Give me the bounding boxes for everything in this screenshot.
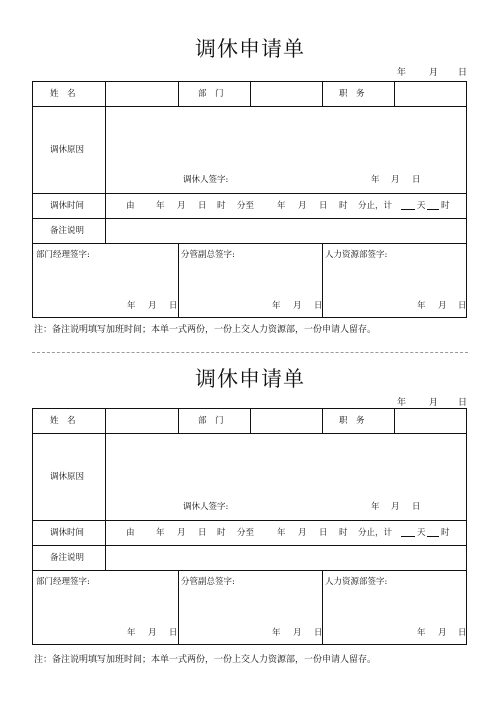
date-month-label: 月 — [429, 68, 439, 78]
column-divider — [250, 82, 251, 106]
dept-manager-sign-label: 部门经理签字: — [36, 250, 90, 260]
sign-date-day: 日 — [169, 628, 178, 638]
dept-manager-sign-label: 部门经理签字: — [36, 577, 90, 587]
reason-field[interactable] — [108, 109, 463, 169]
column-divider — [105, 409, 106, 570]
time-year-1: 年 — [156, 201, 165, 211]
sign-date-year: 年 — [127, 301, 136, 311]
time-month-1: 月 — [177, 201, 186, 211]
reason-date-month: 月 — [391, 175, 400, 185]
row-divider — [33, 193, 466, 194]
form-title: 调休申请单 — [195, 367, 305, 391]
time-minute-1: 分至 — [237, 201, 255, 211]
date-day-label: 日 — [458, 398, 468, 408]
reason-date-year: 年 — [371, 175, 380, 185]
column-divider — [322, 82, 323, 106]
days-blank[interactable] — [401, 200, 415, 214]
reason-field[interactable] — [108, 436, 463, 496]
reason-date-month: 月 — [391, 502, 400, 512]
vice-gm-sign-label: 分管副总签字: — [181, 250, 235, 260]
hr-sign-label: 人力资源部签字: — [325, 577, 388, 587]
form-title: 调休申请单 — [195, 37, 305, 61]
time-month-2: 月 — [298, 528, 307, 538]
time-month-1: 月 — [177, 528, 186, 538]
sign-date-day: 日 — [314, 301, 323, 311]
sign-date-day: 日 — [314, 628, 323, 638]
reason-date-year: 年 — [371, 502, 380, 512]
name-field[interactable] — [108, 410, 176, 432]
leave-form-2 — [0, 330, 500, 665]
time-hour-2: 时 — [339, 201, 348, 211]
time-month-2: 月 — [298, 201, 307, 211]
row-divider — [33, 570, 466, 571]
sign-date-year: 年 — [417, 628, 426, 638]
reason-label: 调休原因 — [50, 145, 85, 155]
dept-label: 部 门 — [198, 416, 224, 426]
sign-date-year: 年 — [272, 301, 281, 311]
applicant-sign-label: 调休人签字: — [183, 175, 229, 185]
date-year-label: 年 — [397, 68, 407, 78]
row-divider — [33, 218, 466, 219]
sign-date-month: 月 — [438, 301, 447, 311]
position-field[interactable] — [397, 83, 465, 105]
date-month-label: 月 — [429, 398, 439, 408]
position-label: 职 务 — [339, 416, 365, 426]
hours-unit: 时 — [441, 201, 450, 211]
column-divider — [178, 570, 179, 644]
name-label: 姓 名 — [50, 416, 76, 426]
sign-date-year: 年 — [272, 628, 281, 638]
name-label: 姓 名 — [50, 89, 76, 99]
column-divider — [178, 82, 179, 106]
days-blank[interactable] — [401, 527, 415, 541]
reason-label: 调休原因 — [50, 472, 85, 482]
date-day-label: 日 — [458, 68, 468, 78]
remarks-label: 备注说明 — [50, 226, 85, 236]
form-table — [32, 408, 467, 645]
date-year-label: 年 — [397, 398, 407, 408]
column-divider — [394, 82, 395, 106]
time-hour-1: 时 — [217, 201, 226, 211]
dept-field[interactable] — [253, 83, 320, 105]
days-unit: 天 — [417, 528, 426, 538]
time-day-1: 日 — [198, 201, 207, 211]
dept-field[interactable] — [253, 410, 320, 432]
hours-blank[interactable] — [427, 527, 439, 541]
dept-label: 部 门 — [198, 89, 224, 99]
row-divider — [33, 243, 466, 244]
time-minute-1: 分至 — [237, 528, 255, 538]
row-divider — [33, 520, 466, 521]
reason-date-day: 日 — [412, 175, 421, 185]
remarks-label: 备注说明 — [50, 553, 85, 563]
sign-date-year: 年 — [127, 628, 136, 638]
time-from: 由 — [126, 201, 135, 211]
row-divider — [33, 106, 466, 107]
sign-date-month: 月 — [148, 628, 157, 638]
leave-form-1 — [0, 0, 500, 335]
hours-blank[interactable] — [427, 200, 439, 214]
hours-unit: 时 — [441, 528, 450, 538]
column-divider — [178, 243, 179, 317]
sign-date-month: 月 — [148, 301, 157, 311]
column-divider — [178, 409, 179, 433]
time-minute-2: 分止，计 — [358, 528, 393, 538]
sign-date-year: 年 — [417, 301, 426, 311]
name-field[interactable] — [108, 83, 176, 105]
time-year-1: 年 — [156, 528, 165, 538]
row-divider — [33, 433, 466, 434]
time-label: 调休时间 — [50, 201, 85, 211]
form-table — [32, 81, 467, 318]
reason-date-day: 日 — [412, 502, 421, 512]
sign-date-day: 日 — [458, 301, 467, 311]
sign-date-day: 日 — [169, 301, 178, 311]
sign-date-month: 月 — [293, 301, 302, 311]
time-minute-2: 分止，计 — [358, 201, 393, 211]
column-divider — [394, 409, 395, 433]
row-divider — [33, 545, 466, 546]
time-from: 由 — [126, 528, 135, 538]
footnote: 注：备注说明填写加班时间；本单一式两份，一份上交人力资源部，一份申请人留存。 — [34, 655, 377, 665]
column-divider — [322, 409, 323, 433]
time-day-2: 日 — [319, 201, 328, 211]
remarks-field[interactable] — [108, 547, 463, 568]
sign-date-month: 月 — [293, 628, 302, 638]
days-unit: 天 — [417, 201, 426, 211]
applicant-sign-label: 调休人签字: — [183, 502, 229, 512]
time-day-2: 日 — [319, 528, 328, 538]
vice-gm-sign-label: 分管副总签字: — [181, 577, 235, 587]
column-divider — [250, 409, 251, 433]
sign-date-month: 月 — [438, 628, 447, 638]
time-year-2: 年 — [277, 528, 286, 538]
column-divider — [105, 82, 106, 243]
time-label: 调休时间 — [50, 528, 85, 538]
time-hour-1: 时 — [217, 528, 226, 538]
time-year-2: 年 — [277, 201, 286, 211]
hr-sign-label: 人力资源部签字: — [325, 250, 388, 260]
time-hour-2: 时 — [339, 528, 348, 538]
sign-date-day: 日 — [458, 628, 467, 638]
footnote: 注：备注说明填写加班时间；本单一式两份，一份上交人力资源部，一份申请人留存。 — [34, 325, 377, 335]
remarks-field[interactable] — [108, 220, 463, 241]
position-label: 职 务 — [339, 89, 365, 99]
time-day-1: 日 — [198, 528, 207, 538]
position-field[interactable] — [397, 410, 465, 432]
